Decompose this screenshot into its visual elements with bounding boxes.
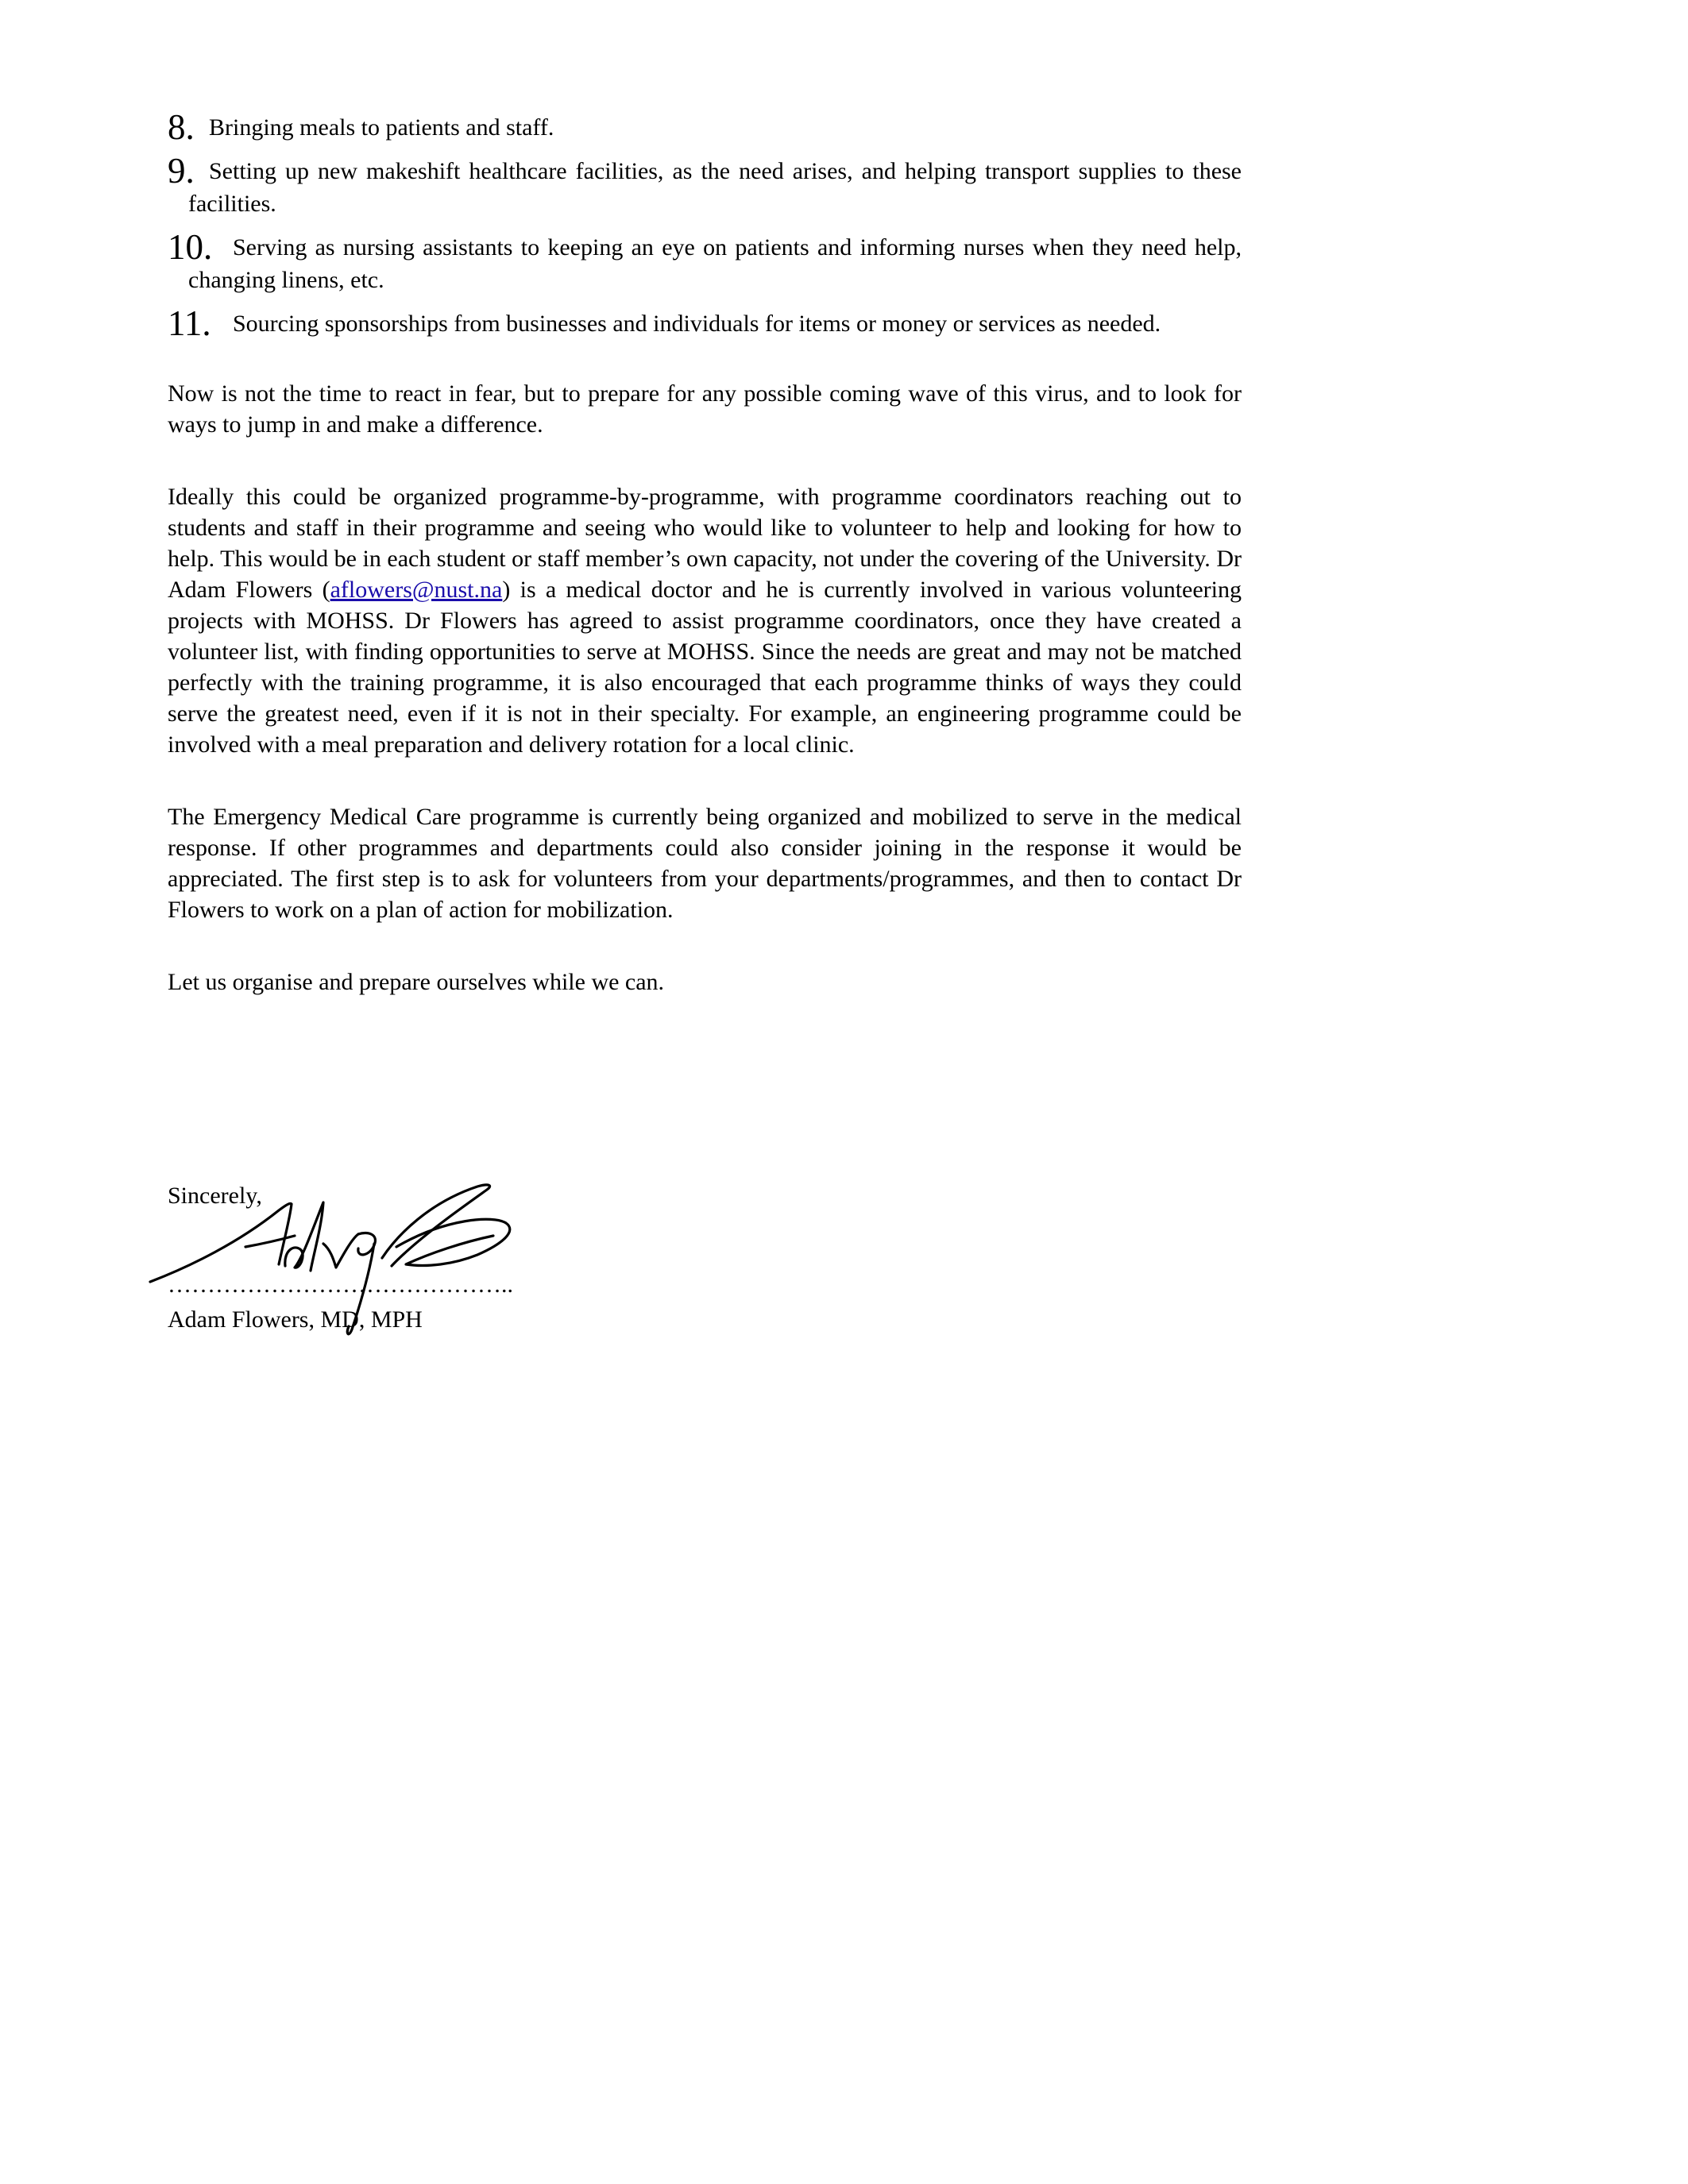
paragraph-prepare: Now is not the time to react in fear, but to prepare for any possible coming wave of this virus, and to look for ways to jump in and make a difference. <box>168 380 1242 438</box>
letter-body <box>168 107 1242 997</box>
list-item-text: Sourcing sponsorships from businesses and individuals for items or money or services as needed. <box>233 311 1161 337</box>
list-item-text: Setting up new makeshift healthcare facilities, as the need arises, and helping transport supplies to these facilities. <box>188 158 1242 217</box>
list-item <box>168 303 1242 343</box>
paragraph-closing: Let us organise and prepare ourselves while we can. <box>168 969 665 995</box>
list-number: 10. <box>168 227 213 267</box>
list-item <box>168 107 1242 147</box>
list-item-text: Serving as nursing assistants to keeping an eye on patients and informing nurses when they need help, changing linens, etc. <box>188 234 1242 293</box>
paragraph-organize-text-a: Ideally this could be organized programme-by-programme, with programme coordinators reaching out to students and staff in their programme and seeing who would like to volunteer to help and looking for how to help. This would be in each student or staff member’s own capacity, not under the covering of the University. Dr Adam Flowers ( <box>168 484 1242 603</box>
signature-block <box>168 1180 644 1355</box>
list-item <box>168 227 1242 296</box>
closing-salutation: Sincerely, <box>168 1183 262 1209</box>
list-number: 11. <box>168 303 211 343</box>
list-item-text: Bringing meals to patients and staff. <box>209 114 554 141</box>
list-number: 8. <box>168 107 195 147</box>
handwritten-signature <box>144 1171 620 1361</box>
signature-line: …………………………………….. <box>168 1277 513 1293</box>
email-link[interactable]: aflowers@nust.na <box>330 577 503 603</box>
paragraph-organize <box>168 481 1242 760</box>
paragraph-organize-text-b: ) is a medical doctor and he is currently involved in various volunteering projects with MOHSS. Dr Flowers has agreed to assist programme coordinators, once they have created a volunteer list, with finding opportunities to serve at MOHSS. Since the needs are great and may not be matched perfectly with the training programme, it is also encouraged that each programme thinks of ways they could serve the greatest need, even if it is not in their specialty. For example, an engineering programme could be involved with a meal preparation and delivery rotation for a local clinic. <box>168 577 1242 758</box>
paragraph-emergency-care: The Emergency Medical Care programme is currently being organized and mobilized to serve in the medical response. If other programmes and departments could also consider joining in the response it would be appreciated. The first step is to ask for volunteers from your departments/programmes, and then to contact Dr Flowers to work on a plan of action for mobilization. <box>168 804 1242 923</box>
list-item <box>168 151 1242 220</box>
numbered-list <box>168 107 1242 343</box>
list-number: 9. <box>168 151 195 191</box>
signer-name: Adam Flowers, MD, MPH <box>168 1306 423 1333</box>
